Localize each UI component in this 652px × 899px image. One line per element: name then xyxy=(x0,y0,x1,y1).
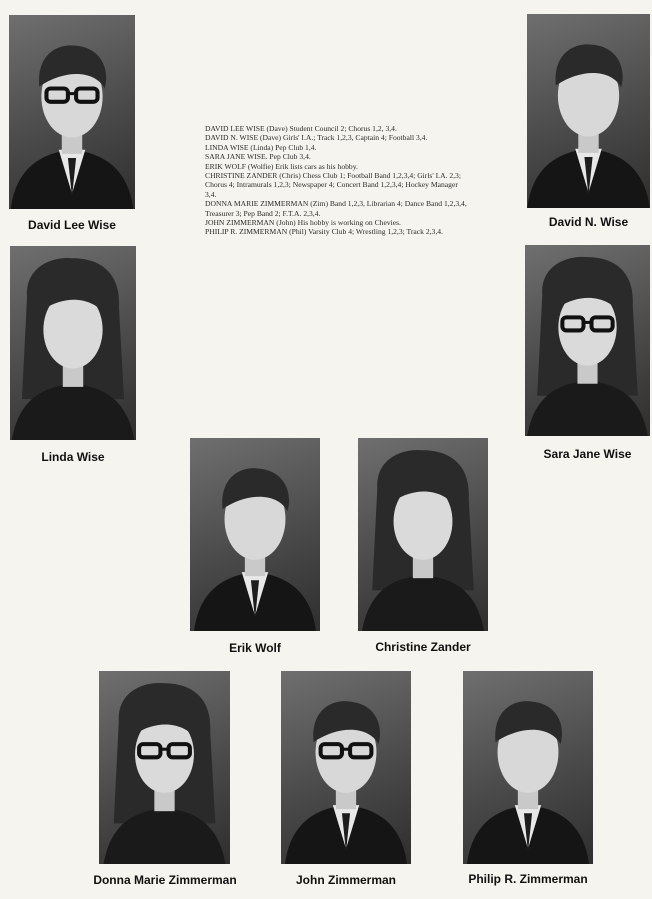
photo-linda-wise xyxy=(10,246,136,440)
photo-donna-marie-zimmerman xyxy=(99,671,230,864)
biography-entry: DONNA MARIE ZIMMERMAN (Zim) Band 1,2,3, Librarian 4; Dance Band 1,2,3,4, Treasurer 3; Pep Band 2; F.T.A. 2,3,4. xyxy=(205,199,467,218)
name-caption: David N. Wise xyxy=(548,215,629,229)
photo-sara-jane-wise xyxy=(525,245,650,436)
name-caption: Christine Zander xyxy=(375,640,471,654)
biography-block xyxy=(205,124,467,237)
name-caption: Sara Jane Wise xyxy=(543,447,632,461)
name-caption: David Lee Wise xyxy=(28,218,116,232)
name-caption: Linda Wise xyxy=(41,450,105,464)
biography-entry: ERIK WOLF (Wolfie) Erik lists cars as his hobby. xyxy=(205,161,358,171)
photo-david-n-wise xyxy=(527,14,650,208)
photo-christine-zander xyxy=(358,438,488,631)
photo-philip-r-zimmerman xyxy=(463,671,593,864)
biography-entry: DAVID N. WISE (Dave) Girls' I.A.; Track 1,2,3, Captain 4; Football 3,4. xyxy=(205,133,428,143)
name-caption: Erik Wolf xyxy=(229,641,281,655)
name-caption: Donna Marie Zimmerman xyxy=(93,873,237,887)
biography-entry: JOHN ZIMMERMAN (John) His hobby is working on Chevies. xyxy=(205,218,401,228)
biography-entry: LINDA WISE (Linda) Pep Club 1,4. xyxy=(205,142,317,152)
biography-entry: PHILIP R. ZIMMERMAN (Phil) Varsity Club 4; Wrestling 1,2,3; Track 2,3,4. xyxy=(205,227,443,237)
name-caption: Philip R. Zimmerman xyxy=(468,872,588,886)
photo-erik-wolf xyxy=(190,438,320,631)
biography-entry: SARA JANE WISE. Pep Club 3,4. xyxy=(205,152,311,162)
photo-david-lee-wise xyxy=(9,15,135,209)
biography-entry: CHRISTINE ZANDER (Chris) Chess Club 1; Football Band 1,2,3,4; Girls' I.A. 2,3; Chorus 4; Intramurals 1,2,3; Newspaper 4; Concert Band 1,2,3,4; Hockey Manager 3,4. xyxy=(205,171,461,199)
name-caption: John Zimmerman xyxy=(295,873,397,887)
photo-john-zimmerman xyxy=(281,671,411,864)
biography-entry: DAVID LEE WISE (Dave) Student Council 2; Chorus 1,2, 3,4. xyxy=(205,124,397,133)
